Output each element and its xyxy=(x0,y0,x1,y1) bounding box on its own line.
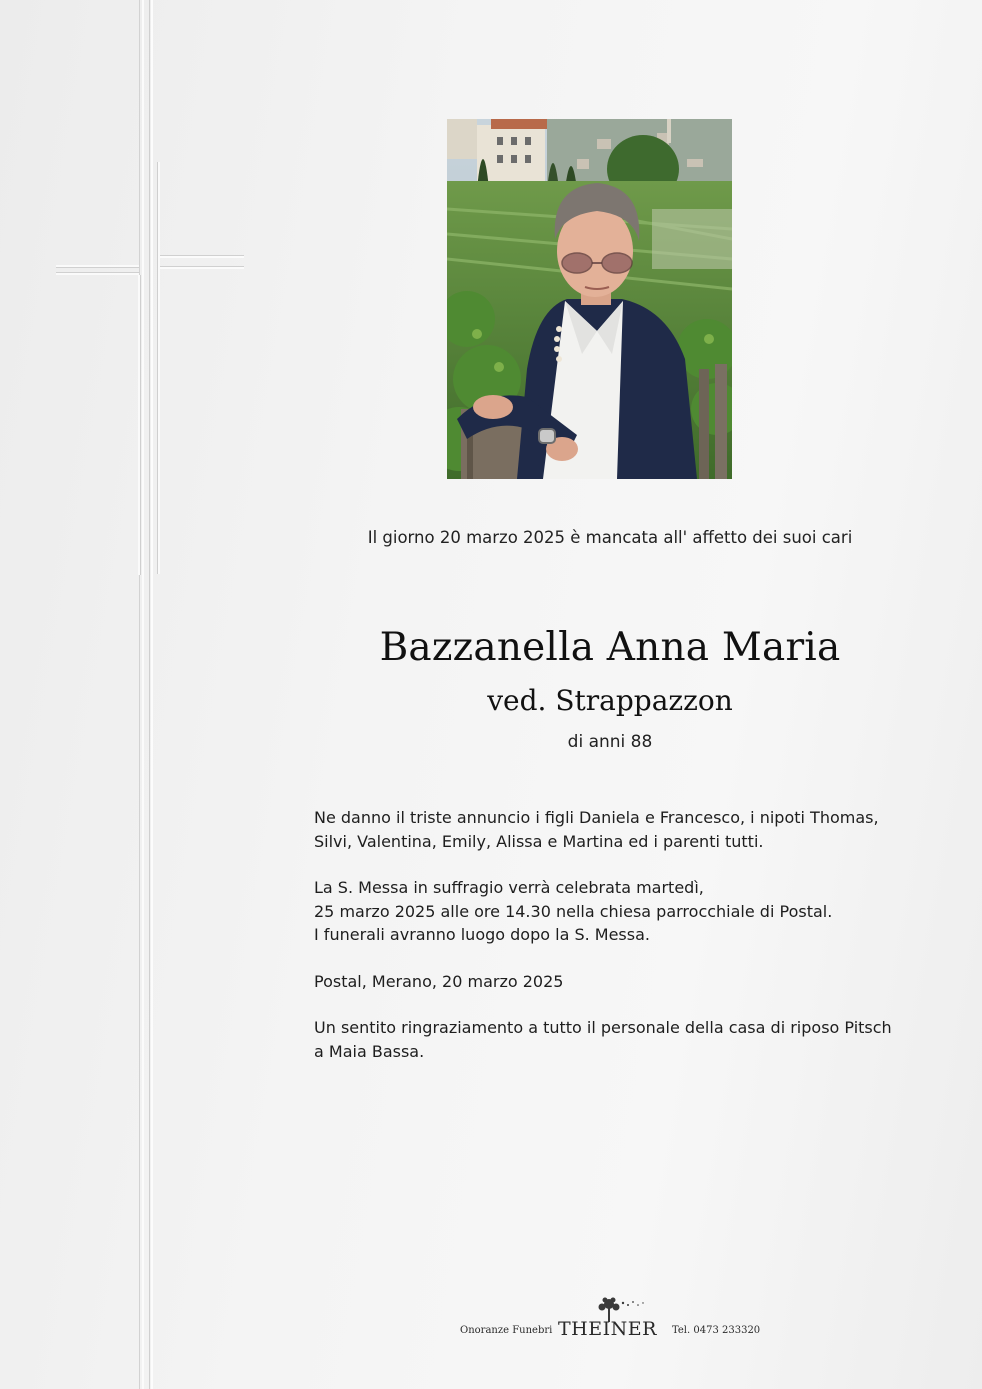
widow-of: ved. Strappazzon xyxy=(487,684,733,717)
text-line: Ne danno il triste annuncio i figli Daniela e Francesco, i nipoti Thomas, xyxy=(314,808,879,827)
panel-line xyxy=(151,0,153,1389)
footer-brand: THEINER xyxy=(558,1318,657,1340)
paragraph-mass xyxy=(314,876,924,947)
announcement-body xyxy=(314,806,924,1086)
text-line: 25 marzo 2025 alle ore 14.30 nella chiesa parrocchiale di Postal. xyxy=(314,901,833,921)
portrait-photo xyxy=(447,119,732,479)
text-line: I funerali avranno luogo dopo la S. Messa. xyxy=(314,925,650,944)
text-line: Postal, Merano, 20 marzo 2025 xyxy=(314,971,564,991)
age-line: di anni 88 xyxy=(567,732,653,752)
funeral-home-footer xyxy=(460,1310,780,1344)
intro-line: Il giorno 20 marzo 2025 è mancata all' affetto dei suoi cari xyxy=(367,528,853,547)
paragraph-thanks xyxy=(314,1016,924,1063)
text-line: Un sentito ringraziamento a tutto il personale della casa di riposo Pitsch xyxy=(314,1018,892,1037)
deceased-name: Bazzanella Anna Maria xyxy=(379,625,841,670)
panel-line xyxy=(142,0,144,1389)
footer-prefix: Onoranze Funebri xyxy=(460,1325,553,1336)
footer-phone: Tel. 0473 233320 xyxy=(672,1325,761,1336)
paragraph-place-date xyxy=(314,970,924,994)
panel-line xyxy=(139,0,140,1389)
text-line: Silvi, Valentina, Emily, Alissa e Martina ed i parenti tutti. xyxy=(314,831,764,851)
text-line: a Maia Bassa. xyxy=(314,1041,425,1061)
panel-line xyxy=(149,0,150,1389)
paragraph-family xyxy=(314,806,924,853)
text-line: La S. Messa in suffragio verrà celebrata martedì, xyxy=(314,878,704,897)
